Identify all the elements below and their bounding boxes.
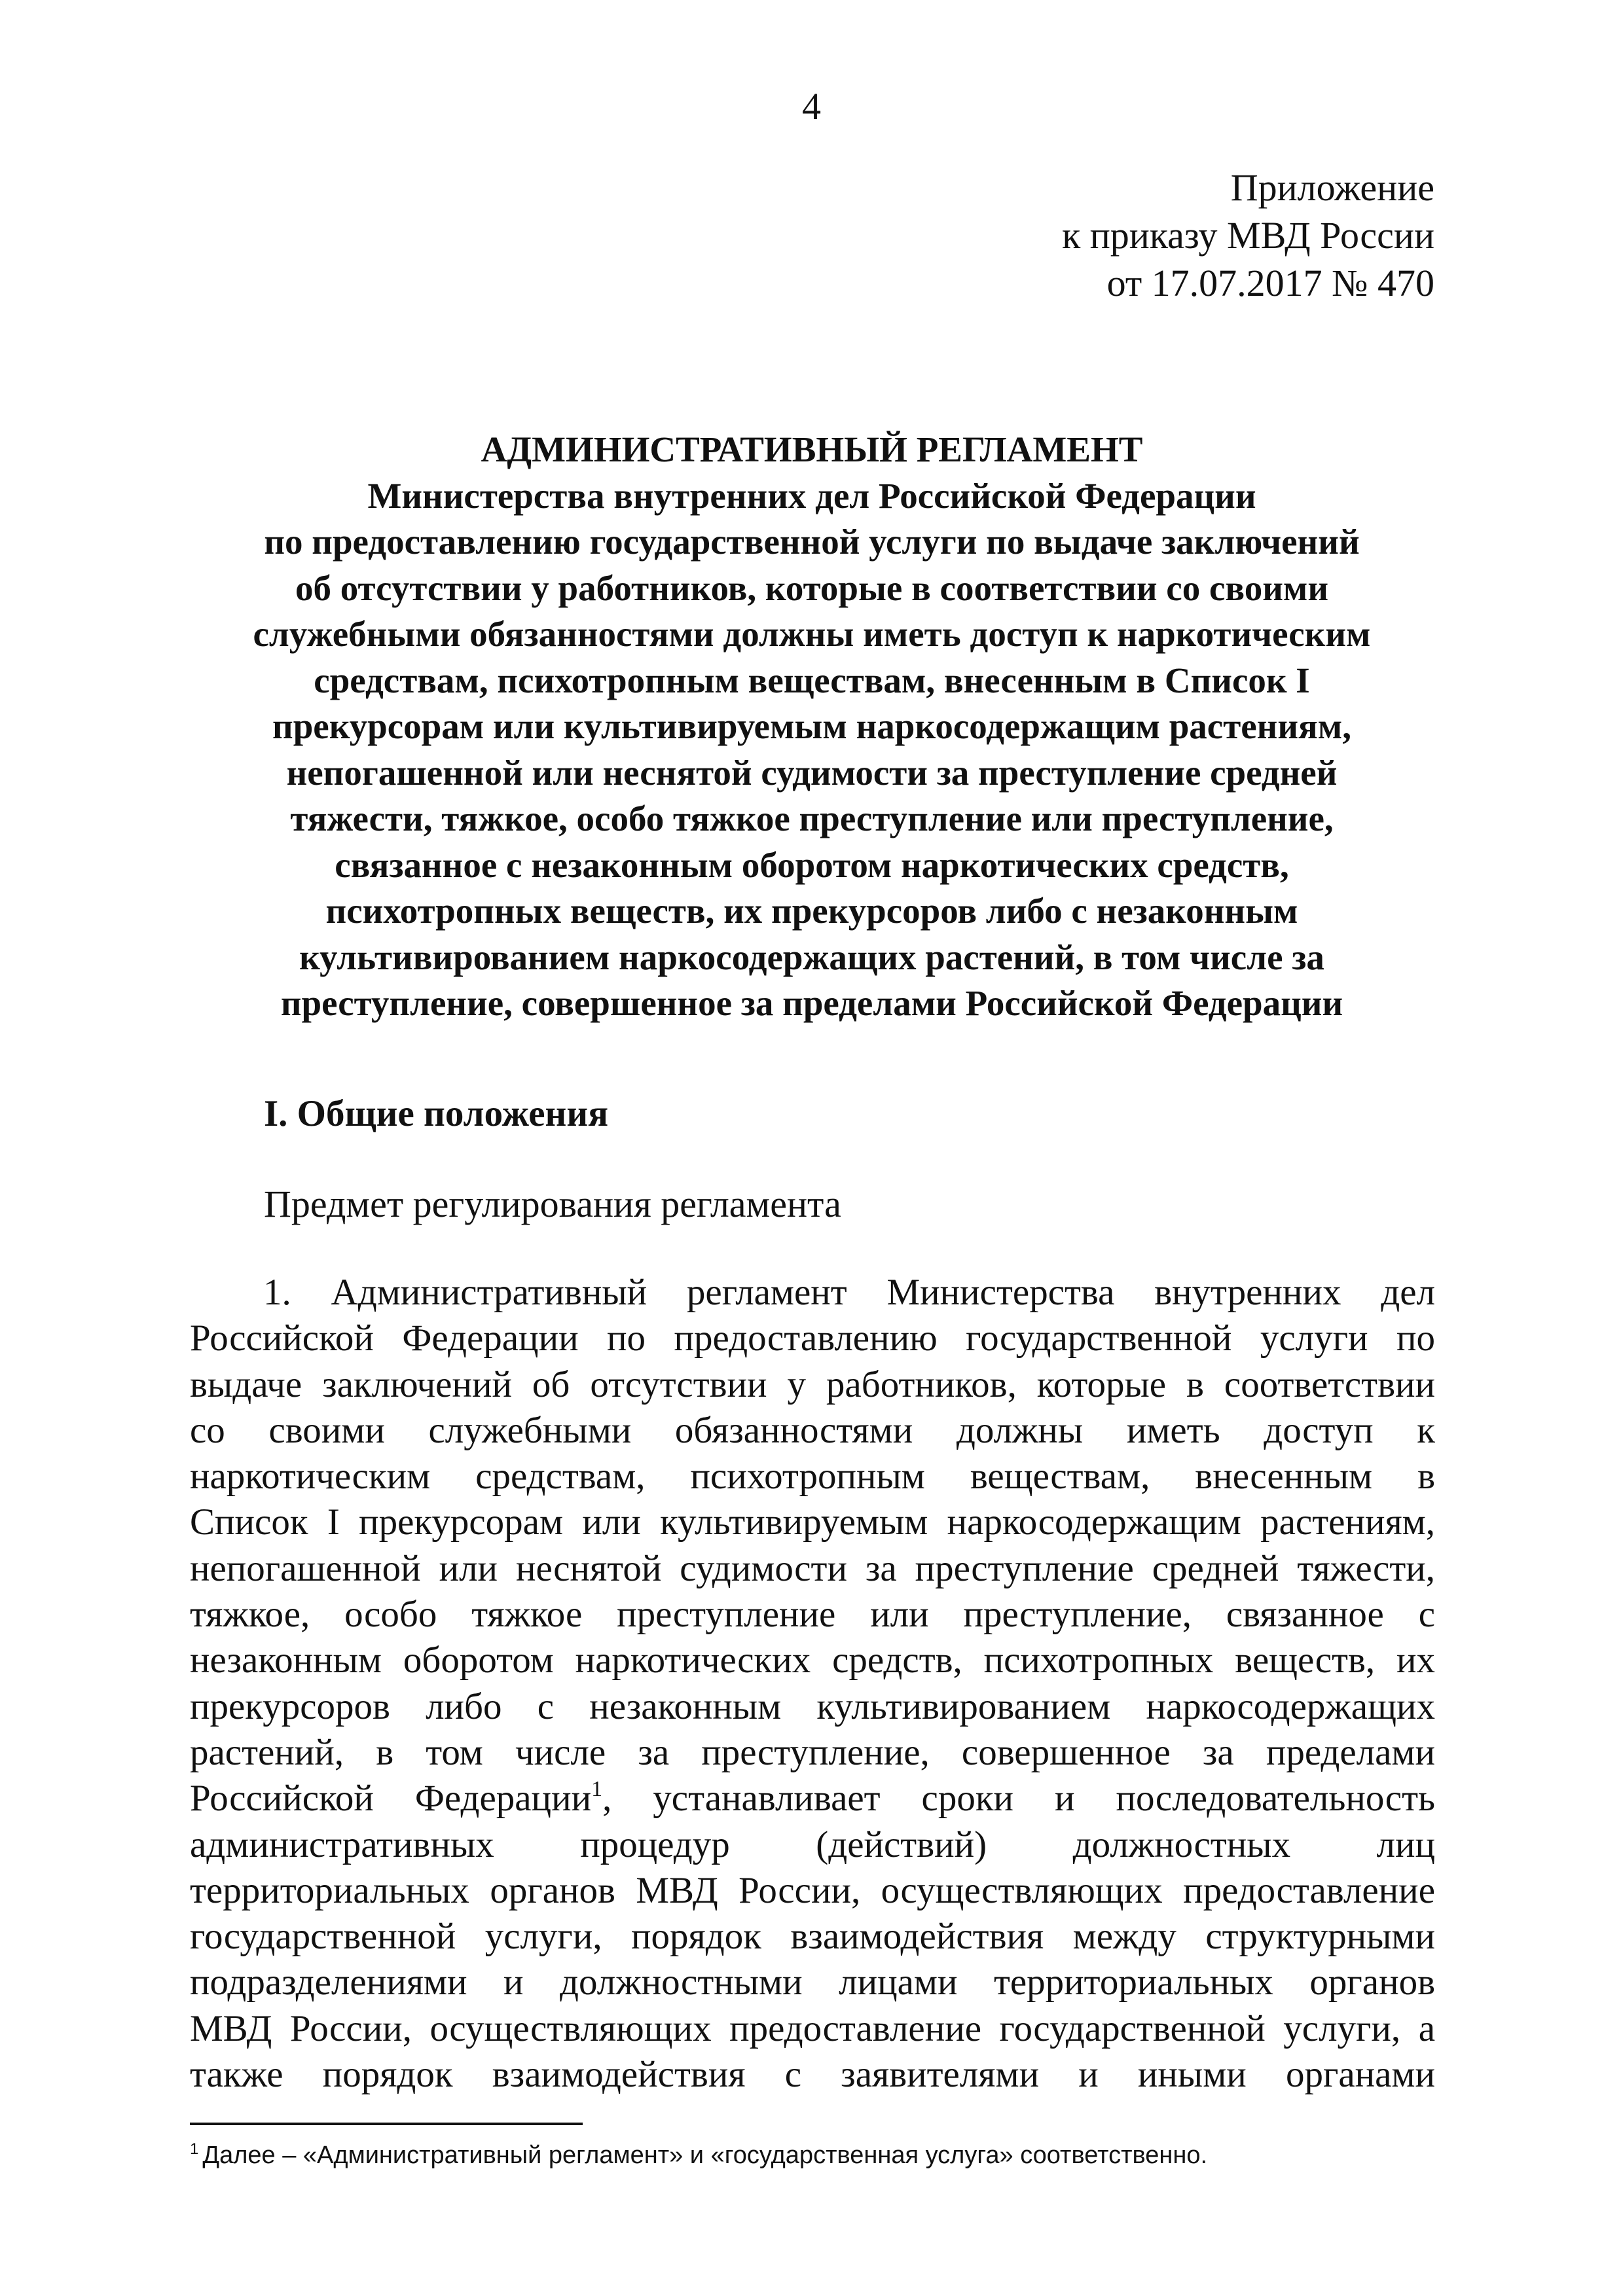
- footnote: [190, 2139, 1207, 2172]
- title-line: связанное с незаконным оборотом наркотических средств,: [335, 844, 1289, 885]
- paragraph-line-end: , устанавливает сроки и последовательность: [602, 1778, 1435, 1820]
- paragraph-line: тяжкое, особо тяжкое преступление или преступление, связанное с: [190, 1594, 1435, 1636]
- appendix-header: [1062, 164, 1434, 307]
- paragraph-line: Российской Федерации по предоставлению государственной услуги по: [190, 1318, 1435, 1359]
- title-line: средствам, психотропным веществам, внесенным в Список I: [314, 660, 1310, 700]
- paragraph-line: государственной услуги, порядок взаимодействия между структурными: [190, 1916, 1435, 1958]
- title-line: культивированием наркосодержащих растений, в том числе за: [299, 937, 1324, 977]
- title-line: об отсутствии у работников, которые в соответствии со своими: [295, 567, 1329, 608]
- appendix-line-3: от 17.07.2017 № 470: [1106, 262, 1434, 304]
- paragraph-line-with-footnote: [190, 1776, 1435, 1821]
- page-number: 4: [802, 85, 821, 128]
- title-line: непогашенной или неснятой судимости за преступление средней: [286, 752, 1338, 793]
- title-line: Министерства внутренних дел Российской Федерации: [367, 475, 1256, 516]
- paragraph-line: территориальных органов МВД России, осуществляющих предоставление: [190, 1869, 1435, 1911]
- paragraph-line: со своими служебными обязанностями должны иметь доступ к: [190, 1409, 1435, 1451]
- appendix-line-1: Приложение: [1230, 166, 1434, 209]
- paragraph-line: прекурсоров либо с незаконным культивированием наркосодержащих: [190, 1685, 1435, 1727]
- title-line: по предоставлению государственной услуги по выдаче заключений: [264, 522, 1360, 562]
- section-heading: I. Общие положения: [264, 1093, 609, 1134]
- paragraph-line: растений, в том числе за преступление, совершенное за пределами: [190, 1731, 1435, 1773]
- document-title: [190, 427, 1434, 1027]
- paragraph-line: МВД России, осуществляющих предоставление государственной услуги, а: [190, 2007, 1435, 2049]
- title-line: психотропных веществ, их прекурсоров либо с незаконным: [325, 891, 1298, 931]
- section-subheading: Предмет регулирования регламента: [264, 1183, 841, 1225]
- paragraph-line: также порядок взаимодействия с заявителями и иными органами: [190, 2054, 1435, 2096]
- paragraph-line: подразделениями и должностными лицами территориальных органов: [190, 1962, 1435, 2003]
- footnote-divider: [190, 2123, 583, 2125]
- paragraph-line: Список I прекурсорам или культивируемым наркосодержащим растениям,: [190, 1501, 1435, 1543]
- footnote-reference[interactable]: 1: [591, 1777, 603, 1802]
- title-line: тяжести, тяжкое, особо тяжкое преступление или преступление,: [290, 798, 1334, 838]
- title-line: преступление, совершенное за пределами Российской Федерации: [280, 983, 1343, 1023]
- title-line: АДМИНИСТРАТИВНЫЙ РЕГЛАМЕНТ: [481, 429, 1143, 469]
- paragraph-line-start: Российской Федерации: [190, 1778, 592, 1820]
- title-line: служебными обязанностями должны иметь доступ к наркотическим: [253, 614, 1371, 654]
- paragraph-1: [190, 1270, 1435, 2098]
- paragraph-line: незаконным оборотом наркотических средств, психотропных веществ, их: [190, 1640, 1435, 1681]
- paragraph-line: наркотическим средствам, психотропным веществам, внесенным в: [190, 1456, 1435, 1498]
- appendix-line-2: к приказу МВД России: [1062, 214, 1434, 257]
- title-line: прекурсорам или культивируемым наркосодержащим растениям,: [272, 706, 1351, 746]
- paragraph-line: 1. Административный регламент Министерства внутренних дел: [263, 1272, 1435, 1313]
- paragraph-line: административных процедур (действий) должностных лиц: [190, 1823, 1435, 1865]
- paragraph-line: непогашенной или неснятой судимости за преступление средней тяжести,: [190, 1547, 1435, 1589]
- paragraph-line: выдаче заключений об отсутствии у работников, которые в соответствии: [190, 1363, 1435, 1405]
- footnote-text: Далее – «Административный регламент» и «государственная услуга» соответственно.: [202, 2142, 1208, 2169]
- footnote-marker: 1: [190, 2140, 199, 2158]
